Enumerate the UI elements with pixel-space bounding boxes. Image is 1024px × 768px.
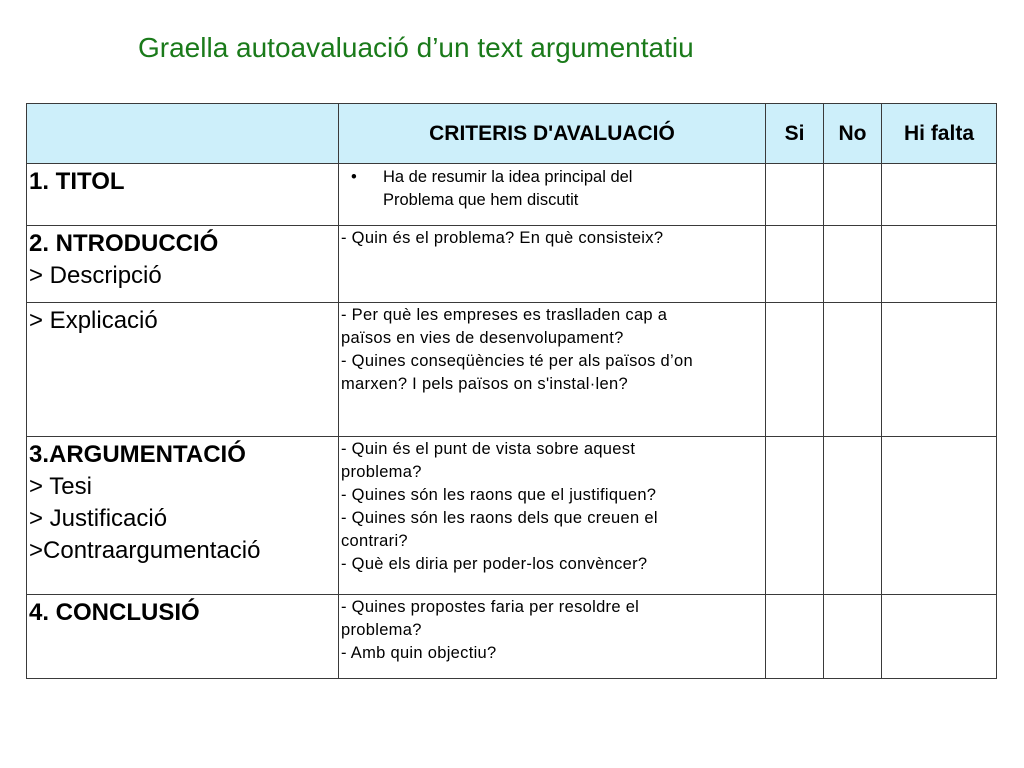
criteria-line: - Amb quin objectiu?: [341, 644, 497, 662]
table-header-row: [27, 104, 997, 164]
criteria-line: Problema que hem discutit: [383, 191, 579, 209]
no-check-cell[interactable]: [824, 303, 882, 437]
no-check-cell[interactable]: [824, 437, 882, 595]
section-cell: [27, 164, 339, 226]
si-check-cell[interactable]: [766, 437, 824, 595]
section-subitem: >Contraargumentació: [29, 537, 261, 564]
hi-falta-check-cell[interactable]: [882, 437, 997, 595]
hi-falta-check-cell[interactable]: [882, 164, 997, 226]
criteria-line: problema?: [341, 621, 422, 639]
si-check-cell[interactable]: [766, 164, 824, 226]
section-cell: [27, 303, 339, 437]
section-heading: 1. TITOL: [29, 168, 125, 195]
section-subitem: > Justificació: [29, 505, 168, 532]
criteria-line: - Per què les empreses es traslladen cap a: [341, 306, 668, 324]
section-heading: 2. NTRODUCCIÓ: [29, 230, 219, 257]
criteria-line: marxen? I pels països on s'instal·len?: [341, 375, 628, 393]
section-heading: 4. CONCLUSIÓ: [29, 599, 200, 626]
criteria-line: - Quines propostes faria per resoldre el: [341, 598, 640, 616]
table-row: [27, 164, 997, 226]
header-hi-falta: Hi falta: [882, 104, 997, 164]
section-cell: [27, 226, 339, 303]
criteria-cell: [339, 226, 766, 303]
criteria-cell: [339, 164, 766, 226]
section-subitem: > Explicació: [29, 307, 158, 334]
section-cell: [27, 437, 339, 595]
section-subitem: > Tesi: [29, 473, 92, 500]
no-check-cell[interactable]: [824, 595, 882, 679]
no-check-cell[interactable]: [824, 226, 882, 303]
section-cell: [27, 595, 339, 679]
header-criteria: CRITERIS D'AVALUACIÓ: [339, 104, 766, 164]
si-check-cell[interactable]: [766, 303, 824, 437]
criteria-line: - Què els diria per poder-los convèncer?: [341, 555, 648, 573]
criteria-line: - Quin és el punt de vista sobre aquest: [341, 440, 636, 458]
no-check-cell[interactable]: [824, 164, 882, 226]
bullet-item: [339, 164, 765, 212]
table-row: [27, 437, 997, 595]
criteria-line: - Quines són les raons que el justifiquen?: [341, 486, 657, 504]
criteria-line: països en vies de desenvolupament?: [341, 329, 624, 347]
criteria-line: - Quines són les raons dels que creuen el: [341, 509, 658, 527]
criteria-cell: [339, 437, 766, 595]
hi-falta-check-cell[interactable]: [882, 595, 997, 679]
section-subitem: > Descripció: [29, 262, 162, 289]
criteria-cell: [339, 595, 766, 679]
criteria-line: contrari?: [341, 532, 408, 550]
si-check-cell[interactable]: [766, 226, 824, 303]
hi-falta-check-cell[interactable]: [882, 226, 997, 303]
si-check-cell[interactable]: [766, 595, 824, 679]
criteria-cell: [339, 303, 766, 437]
page-title: Graella autoavaluació d’un text argumentatiu: [138, 32, 694, 63]
header-si: Si: [766, 104, 824, 164]
criteria-line: - Quin és el problema? En què consisteix?: [341, 229, 664, 247]
header-no: No: [824, 104, 882, 164]
bullet-dot-icon: •: [351, 168, 357, 186]
table-row: [27, 226, 997, 303]
criteria-line: problema?: [341, 463, 422, 481]
criteria-line: Ha de resumir la idea principal del: [383, 168, 633, 186]
section-heading: 3.ARGUMENTACIÓ: [29, 441, 246, 468]
table-row: [27, 303, 997, 437]
header-blank-cell: [27, 104, 339, 164]
table-row: [27, 595, 997, 679]
evaluation-table: [26, 103, 997, 679]
criteria-line: - Quines conseqüències té per als països d’on: [341, 352, 693, 370]
hi-falta-check-cell[interactable]: [882, 303, 997, 437]
